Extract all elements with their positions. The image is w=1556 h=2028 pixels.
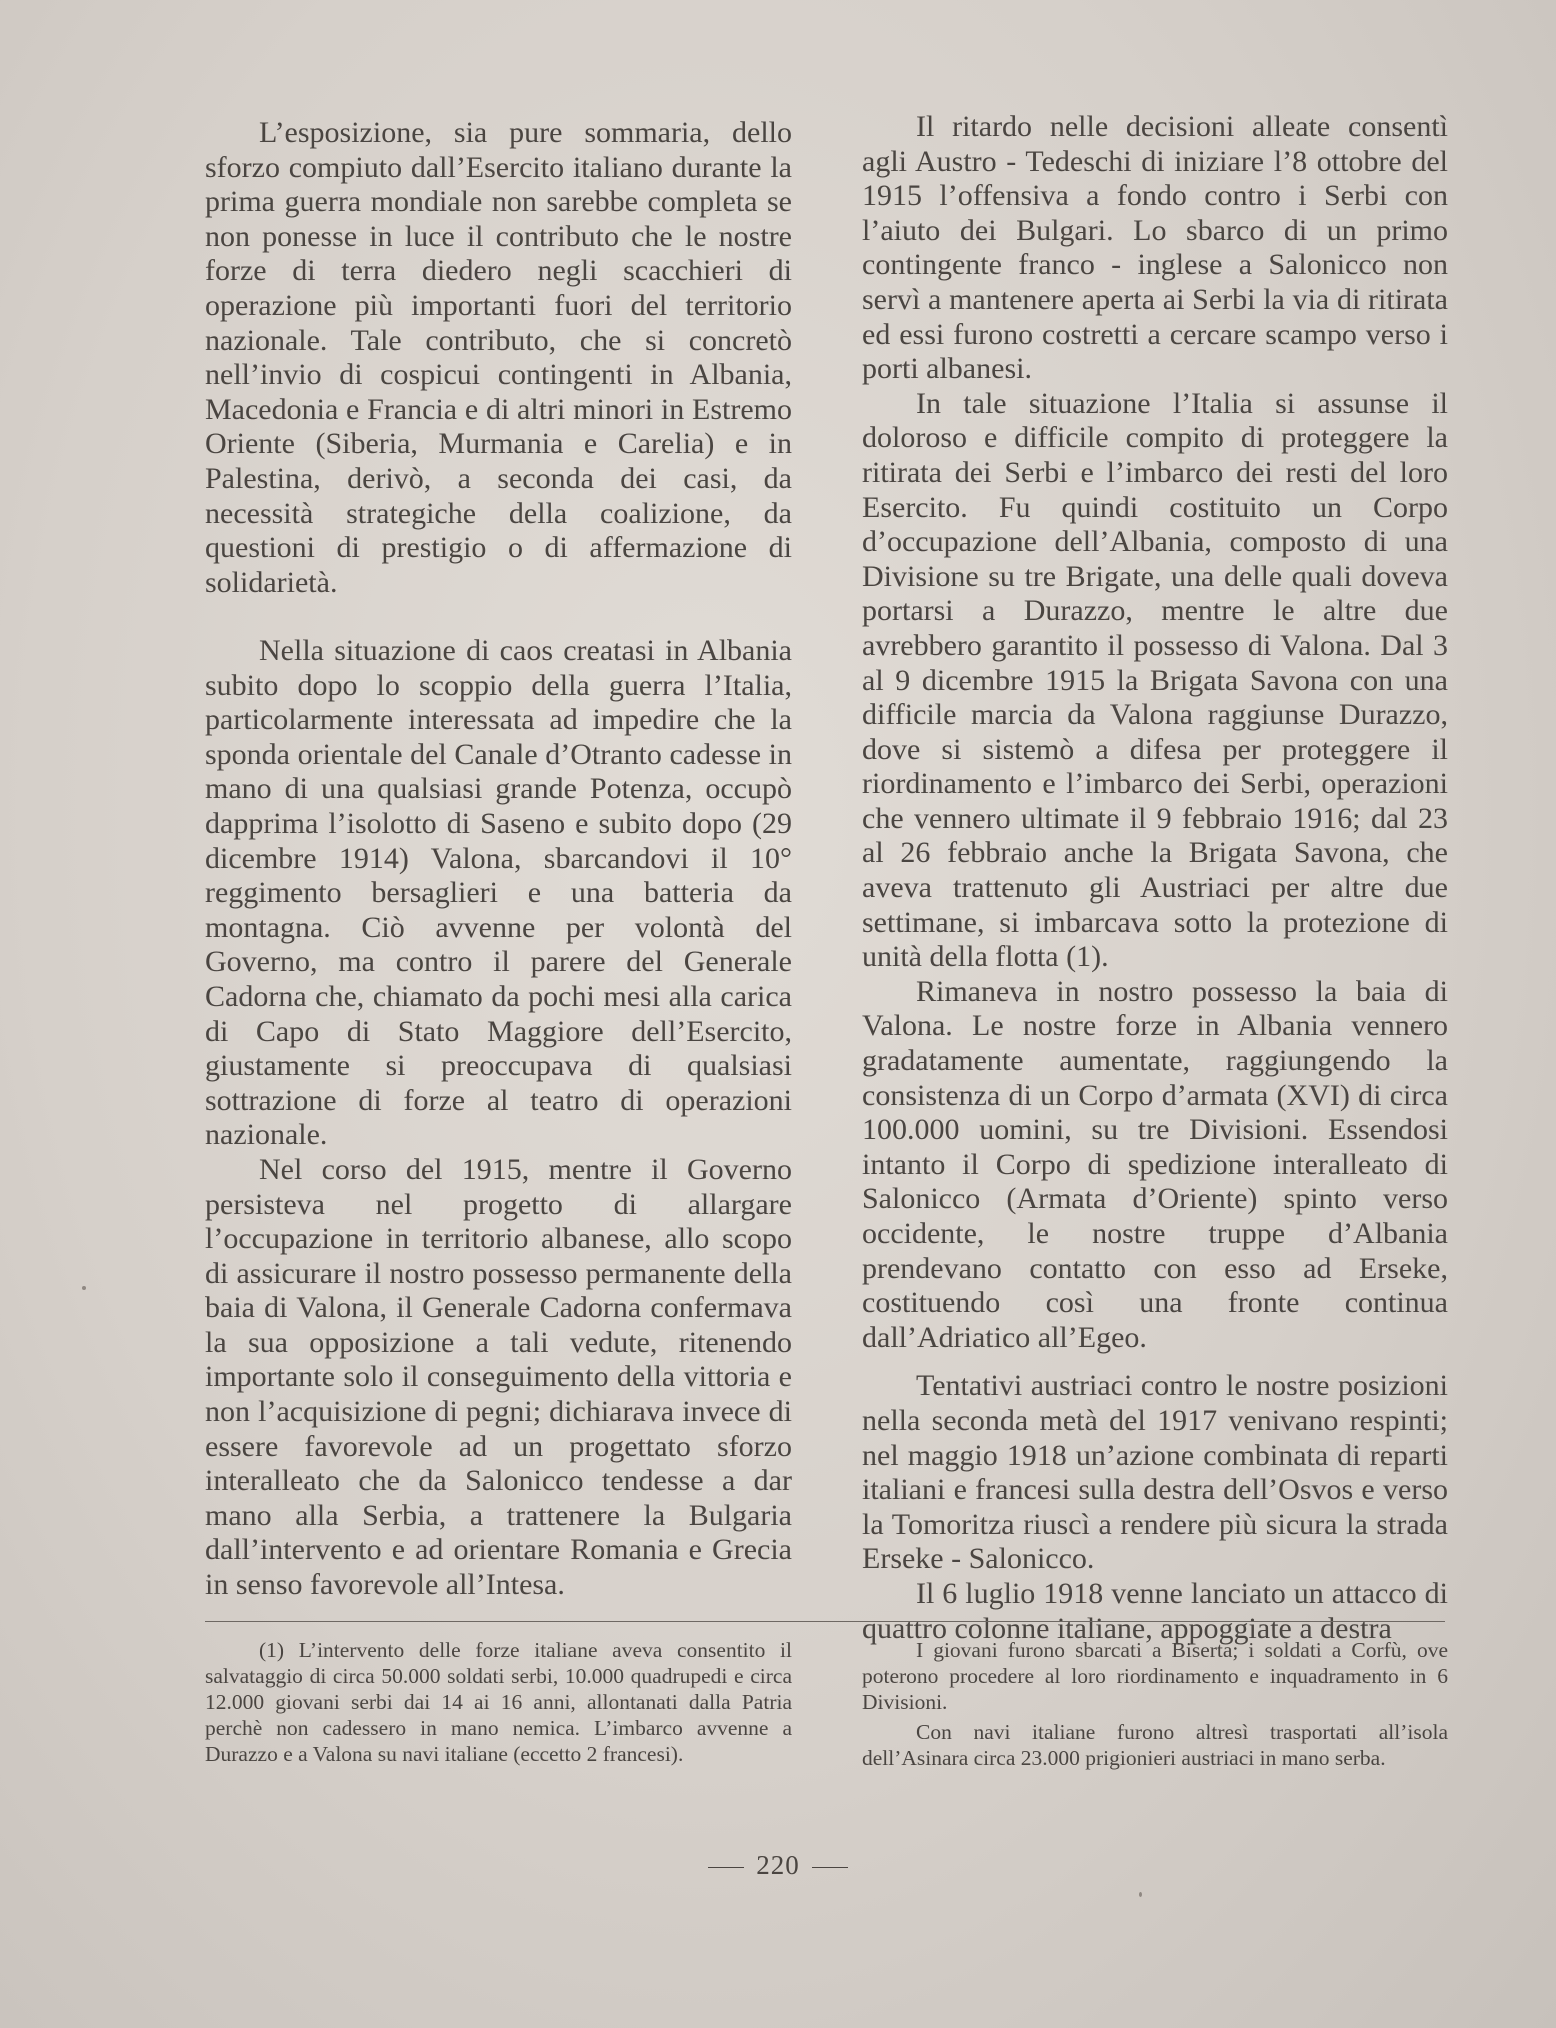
paper-speck (1139, 1892, 1142, 1897)
paragraph: Nel corso del 1915, mentre il Governo persisteva nel progetto di allargare l’occupazione in territorio albanese, allo scopo di assicurare il nostro possesso permanente della baia di Valona, il Generale Cadorna confermava la sua opposizione a tali vedute, ritenendo importante solo il conseguimento della vittoria e non l’acquisizione di pegni; dichiarava invece di essere favorevole ad un progettato sforzo interalleato che da Salonicco tendesse a dar mano alla Serbia, a trattenere la Bulgaria dall’intervento e ad orientare Romania e Grecia in senso favorevole all’Intesa. (205, 1152, 792, 1602)
intro-section (205, 116, 792, 600)
footnote-paragraph: I giovani furono sbarcati a Biserta; i soldati a Corfù, ove poterono procedere al loro riordinamento e inquadramento in 6 Divisioni. (862, 1638, 1448, 1714)
paragraph: Tentativi austriaci contro le nostre posizioni nella seconda metà del 1917 venivano respinti; nel maggio 1918 un’azione combinata di reparti italiani e francesi sulla destra dell’Osvos e verso la Tomoritza riuscì a rendere più sicura la strada Erseke - Salonicco. (862, 1369, 1448, 1576)
paragraph: Il ritardo nelle decisioni alleate consentì agli Austro - Tedeschi di iniziare l’8 ottobre del 1915 l’offensiva a fondo contro i Serbi con l’aiuto dei Bulgari. Lo sbarco di un primo contingente franco - inglese a Salonicco non servì a mantenere aperta ai Serbi la via di ritirata ed essi furono costretti a cercare scampo verso i porti albanesi. (862, 110, 1448, 386)
left-text-column (205, 116, 792, 1602)
albania-section (205, 634, 792, 1603)
paragraph: Rimaneva in nostro possesso la baia di Valona. Le nostre forze in Albania vennero gradatamente aumentate, raggiungendo la consistenza di un Corpo d’armata (XVI) di circa 100.000 uomini, su tre Divisioni. Essendosi intanto il Corpo di spedizione interalleato di Salonicco (Armata d’Oriente) spinto verso occidente, le nostre truppe d’Albania prendevano contatto con esso ad Erseke, costituendo così una fronte continua dall’Adriatico all’Egeo. (862, 974, 1448, 1354)
dash-left (708, 1867, 744, 1868)
footnote-divider (205, 1621, 1445, 1622)
paper-speck (82, 1286, 86, 1290)
footnote-left (205, 1637, 792, 1767)
page-number-text: 220 (756, 1850, 800, 1880)
page-number (0, 1850, 1556, 1881)
footnote-paragraph: Con navi italiane furono altresì trasportati all’isola dell’Asinara circa 23.000 prigionieri austriaci in mano serba. (862, 1720, 1448, 1770)
paragraph: L’esposizione, sia pure sommaria, dello sforzo compiuto dall’Esercito italiano durante la prima guerra mondiale non sarebbe completa se non ponesse in luce il contributo che le nostre forze di terra diedero negli scacchieri di operazione più importanti fuori del territorio nazionale. Tale contributo, che si concretò nell’invio di cospicui contingenti in Albania, Macedonia e Francia e di altri minori in Estremo Oriente (Siberia, Murmania e Carelia) e in Palestina, derivò, a seconda dei casi, da necessità strategiche della coalizione, da questioni di prestigio o di affermazione di solidarietà. (205, 116, 792, 599)
footnote-paragraph: (1) L’intervento delle forze italiane aveva consentito il salvataggio di circa 50.000 soldati serbi, 10.000 quadrupedi e circa 12.000 giovani serbi dai 14 ai 16 anni, allontanati dalla Patria perchè non cadessero in mano nemica. L’imbarco avvenne a Durazzo e a Valona su navi italiane (eccetto 2 francesi). (205, 1638, 792, 1766)
paragraph: Il 6 luglio 1918 venne lanciato un attacco di quattro colonne italiane, appoggiate a destra (862, 1576, 1448, 1645)
dash-right (812, 1867, 848, 1868)
paragraph: Nella situazione di caos creatasi in Albania subito dopo lo scoppio della guerra l’Italia, particolarmente interessata ad impedire che la sponda orientale del Canale d’Otranto cadesse in mano di una qualsiasi grande Potenza, occupò dapprima l’isolotto di Saseno e subito dopo (29 dicembre 1914) Valona, sbarcandovi il 10° reggimento bersaglieri e una batteria da montagna. Ciò avvenne per volontà del Governo, ma contro il parere del Generale Cadorna che, chiamato da pochi mesi alla carica di Capo di Stato Maggiore dell’Esercito, giustamente si preoccupava di qualsiasi sottrazione di forze al teatro di operazioni nazionale. (205, 634, 792, 1152)
right-text-column (862, 110, 1448, 1646)
paragraph: In tale situazione l’Italia si assunse il doloroso e difficile compito di proteggere la ritirata dei Serbi e l’imbarco dei resti del loro Esercito. Fu quindi costituito un Corpo d’occupazione dell’Albania, composto di una Divisione su tre Brigate, una delle quali doveva portarsi a Durazzo, mentre le altre due avrebbero garantito il possesso di Valona. Dal 3 al 9 dicembre 1915 la Brigata Savona con una difficile marcia da Valona raggiunse Durazzo, dove si sistemò a difesa per proteggere il riordinamento e l’imbarco dei Serbi, operazioni che vennero ultimate il 9 febbraio 1916; dal 23 al 26 febbraio anche la Brigata Savona, che aveva trattenuto gli Austriaci per altre due settimane, si imbarcava sotto la protezione di unità della flotta (1). (862, 386, 1448, 974)
footnote-right (862, 1637, 1448, 1771)
